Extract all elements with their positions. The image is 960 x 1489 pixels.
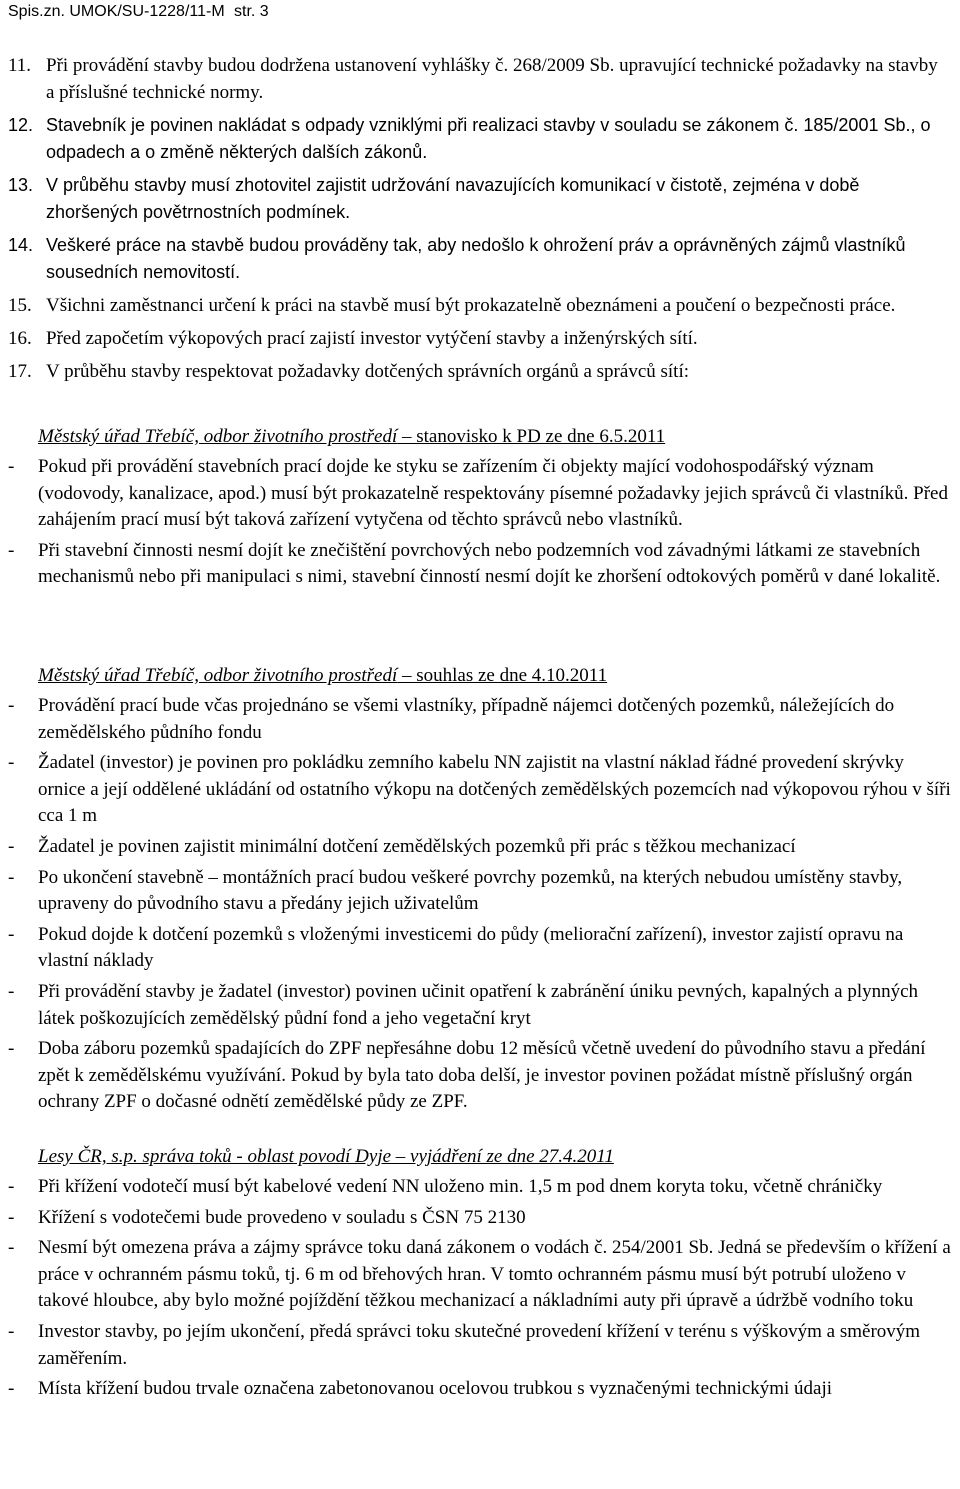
requirement-text: Při křížení vodotečí musí být kabelové vedení NN uloženo min. 1,5 m pod dnem koryta toku, včetně chráničky: [38, 1176, 883, 1197]
requirement-text: Místa křížení budou trvale označena zabetonovanou ocelovou trubkou s vyznačenými technickými údaji: [38, 1378, 833, 1400]
section-title: [8, 662, 954, 689]
requirement-text: Doba záboru pozemků spadajících do ZPF nepřesáhne dobu 12 měsíců včetně uvedení do původního stavu a předání zpět k zemědělskému využívání. Pokud by byla tato doba delší, je investor povinen požádat místně příslušný orgán ochrany ZPF o dočasné odnětí zemědělské půdy ze ZPF.: [38, 1038, 926, 1113]
requirement-text: Žadatel je povinen zajistit minimální dotčení zemědělských pozemků při prác s těžkou mechanizací: [38, 835, 796, 857]
requirement-item: - Pokud dojde k dotčení pozemků s vloženými investicemi do půdy (meliorační zařízení), investor zajistí opravu na vlastní náklady: [8, 923, 904, 972]
file-reference: Spis.zn. UMOK/SU-1228/11-M: [8, 3, 225, 20]
section-requirements: [8, 454, 954, 591]
condition-item: [8, 112, 948, 166]
item-number: 13.: [8, 175, 34, 195]
condition-item: [8, 325, 948, 352]
item-text: V průběhu stavby musí zhotovitel zajistit udržování navazujících komunikací v čistotě, zejména v době zhoršených povětrnostních podmínek.: [46, 175, 860, 222]
requirement-text: Žadatel (investor) je povinen pro pokládku zemního kabelu NN zajistit na vlastní náklad řádné provedení skrývky ornice a její oddělené ukládání od ostatního výkopu na dotčených zemědělských pozemcích nad výkopovou rýhou v šíři cca 1 m: [38, 752, 951, 827]
condition-item: [8, 358, 948, 385]
item-text: Před započetím výkopových prací zajistí investor vytýčení stavby a inženýrských sítí.: [46, 328, 698, 349]
section-title: [8, 1143, 954, 1170]
item-number: 15.: [8, 295, 32, 316]
requirement-item: - Po ukončení stavebně – montážních prací budou veškeré povrchy pozemků, na kterých nebudou umístěny stavby, upraveny do původního stavu a předány jejich uživatelům: [8, 866, 903, 915]
section-requirements: [8, 1174, 954, 1403]
requirement-item: - Investor stavby, po jejím ukončení, předá správci toku skutečné provedení křížení v terénu s výškovým a směrovým zaměřením.: [8, 1320, 921, 1369]
section-document: – stanovisko k PD ze dne 6.5.2011: [397, 426, 666, 447]
requirement-text: Křížení s vodotečemi bude provedeno v souladu s ČSN 75 2130: [38, 1206, 526, 1228]
item-number: 17.: [8, 361, 32, 382]
requirement-item: - Při křížení vodotečí musí být kabelové vedení NN uloženo min. 1,5 m pod dnem koryta toku, včetně chráničky: [8, 1176, 883, 1197]
item-number: 12.: [8, 115, 34, 135]
section-title: [8, 423, 954, 450]
item-text: V průběhu stavby respektovat požadavky dotčených správních orgánů a správců sítí:: [46, 361, 690, 382]
requirement-item: - Křížení s vodotečemi bude provedeno v souladu s ČSN 75 2130: [8, 1206, 526, 1228]
item-number: 16.: [8, 328, 32, 349]
requirement-text: Nesmí být omezena práva a zájmy správce toku daná zákonem o vodách č. 254/2001 Sb. Jedná se především o křížení a práce v ochranném pásmu toků, tj. 6 m od břehových hran. V tomto ochranném pásmu musí být potrubí uloženo v takové hloubce, aby bylo možné pojíždění těžkou mechanizací a nákladními auty při úpravě a údržbě vodního toku: [38, 1237, 951, 1312]
item-number: 11.: [8, 55, 32, 76]
condition-item: [8, 292, 948, 319]
item-text: Při provádění stavby budou dodržena ustanovení vyhlášky č. 268/2009 Sb. upravující technické požadavky na stavby a příslušné technické normy.: [46, 55, 938, 103]
requirement-item: - Nesmí být omezena práva a zájmy správce toku daná zákonem o vodách č. 254/2001 Sb. Jedná se především o křížení a práce v ochranném pásmu toků, tj. 6 m od břehových hran. V tomto ochranném pásmu musí být potrubí uloženo v takové hloubce, aby bylo možné pojíždění těžkou mechanizací a nákladními auty při úpravě a údržbě vodního toku: [8, 1237, 951, 1312]
requirement-text: Při stavební činnosti nesmí dojít ke znečištění povrchových nebo podzemních vod závadnými látkami ze stavebních mechanismů nebo při manipulaci s nimi, stavební činností nesmí dojít ke zhoršení odtokových poměrů v dané lokalitě.: [38, 539, 941, 588]
conditions-list: [8, 52, 948, 391]
section-document: – souhlas ze dne 4.10.2011: [397, 665, 608, 686]
requirement-item: - Provádění prací bude včas projednáno se všemi vlastníky, případně nájemci dotčených pozemků, náležejících do zemědělského půdního fondu: [8, 695, 895, 743]
requirement-text: Při provádění stavby je žadatel (investor) povinen učinit opatření k zabránění úniku pevných, kapalných a plynných látek poškozujících zemědělský půdní fond a jeho vegetační kryt: [38, 980, 919, 1029]
requirement-item: - Žadatel je povinen zajistit minimální dotčení zemědělských pozemků při prác s těžkou mechanizací: [8, 835, 796, 857]
condition-item: [8, 172, 948, 226]
requirement-text: Pokud dojde k dotčení pozemků s vloženými investicemi do půdy (meliorační zařízení), investor zajistí opravu na vlastní náklady: [38, 923, 904, 972]
requirement-item: - Pokud při provádění stavebních prací dojde ke styku se zařízením či objekty mající vodohospodářský význam (vodovody, kanalizace, apod.) musí být prokazatelně respektovány písemné požadavky jejich správců či vlastníků. Před zahájením prací musí být taková zařízení vytyčena od těchto správců nebo vlastníků.: [8, 456, 948, 531]
requirement-text: Po ukončení stavebně – montážních prací budou veškeré povrchy pozemků, na kterých nebudou umístěny stavby, upraveny do původního stavu a předány jejich uživatelům: [38, 866, 903, 915]
requirement-item: - Místa křížení budou trvale označena zabetonovanou ocelovou trubkou s vyznačenými technickými údaji: [8, 1378, 833, 1400]
item-text: Veškeré práce na stavbě budou prováděny tak, aby nedošlo k ohrožení práv a oprávněných zájmů vlastníků sousedních nemovitostí.: [46, 235, 906, 282]
requirement-item: - Při stavební činnosti nesmí dojít ke znečištění povrchových nebo podzemních vod závadnými látkami ze stavebních mechanismů nebo při manipulaci s nimi, stavební činností nesmí dojít ke zhoršení odtokových poměrů v dané lokalitě.: [8, 539, 941, 588]
section-authority: Lesy ČR, s.p. správa toků - oblast povodí Dyje – vyjádření ze dne 27.4.2011: [38, 1146, 614, 1167]
requirement-item: - Žadatel (investor) je povinen pro pokládku zemního kabelu NN zajistit na vlastní náklad řádné provedení skrývky ornice a její oddělené ukládání od ostatního výkopu na dotčených zemědělských pozemcích nad výkopovou rýhou v šíři cca 1 m: [8, 752, 951, 827]
condition-item: [8, 232, 948, 286]
requirement-text: Pokud při provádění stavebních prací dojde ke styku se zařízením či objekty mající vodohospodářský význam (vodovody, kanalizace, apod.) musí být prokazatelně respektovány písemné požadavky jejich správců či vlastníků. Před zahájením prací musí být taková zařízení vytyčena od těchto správců nebo vlastníků.: [38, 456, 948, 531]
item-text: Stavebník je povinen nakládat s odpady vzniklými při realizaci stavby v souladu se zákonem č. 185/2001 Sb., o odpadech a o změně některých dalších zákonů.: [46, 115, 931, 162]
requirement-text: Provádění prací bude včas projednáno se všemi vlastníky, případně nájemci dotčených pozemků, náležejících do zemědělského půdního fondu: [38, 695, 895, 743]
section-stanovisko: [8, 423, 954, 595]
page-number: str. 3: [234, 3, 269, 20]
requirement-item: - Při provádění stavby je žadatel (investor) povinen učinit opatření k zabránění úniku pevných, kapalných a plynných látek poškozujících zemědělský půdní fond a jeho vegetační kryt: [8, 980, 919, 1029]
section-authority: Městský úřad Třebíč, odbor životního prostředí: [38, 426, 398, 447]
item-number: 14.: [8, 235, 34, 255]
section-lesy-cr: [8, 1143, 954, 1407]
requirement-text: Investor stavby, po jejím ukončení, předá správci toku skutečné provedení křížení v terénu s výškovým a směrovým zaměřením.: [38, 1320, 921, 1369]
requirement-item: - Doba záboru pozemků spadajících do ZPF nepřesáhne dobu 12 měsíců včetně uvedení do původního stavu a předání zpět k zemědělskému využívání. Pokud by byla tato doba delší, je investor povinen požádat místně příslušný orgán ochrany ZPF o dočasné odnětí zemědělské půdy ze ZPF.: [8, 1038, 926, 1113]
section-authority: Městský úřad Třebíč, odbor životního prostředí: [38, 665, 398, 686]
section-souhlas: [8, 662, 954, 1120]
item-text: Všichni zaměstnanci určení k práci na stavbě musí být prokazatelně obeznámeni a poučení o bezpečnosti práce.: [46, 295, 896, 316]
condition-item: [8, 52, 948, 106]
section-requirements: [8, 693, 954, 1116]
